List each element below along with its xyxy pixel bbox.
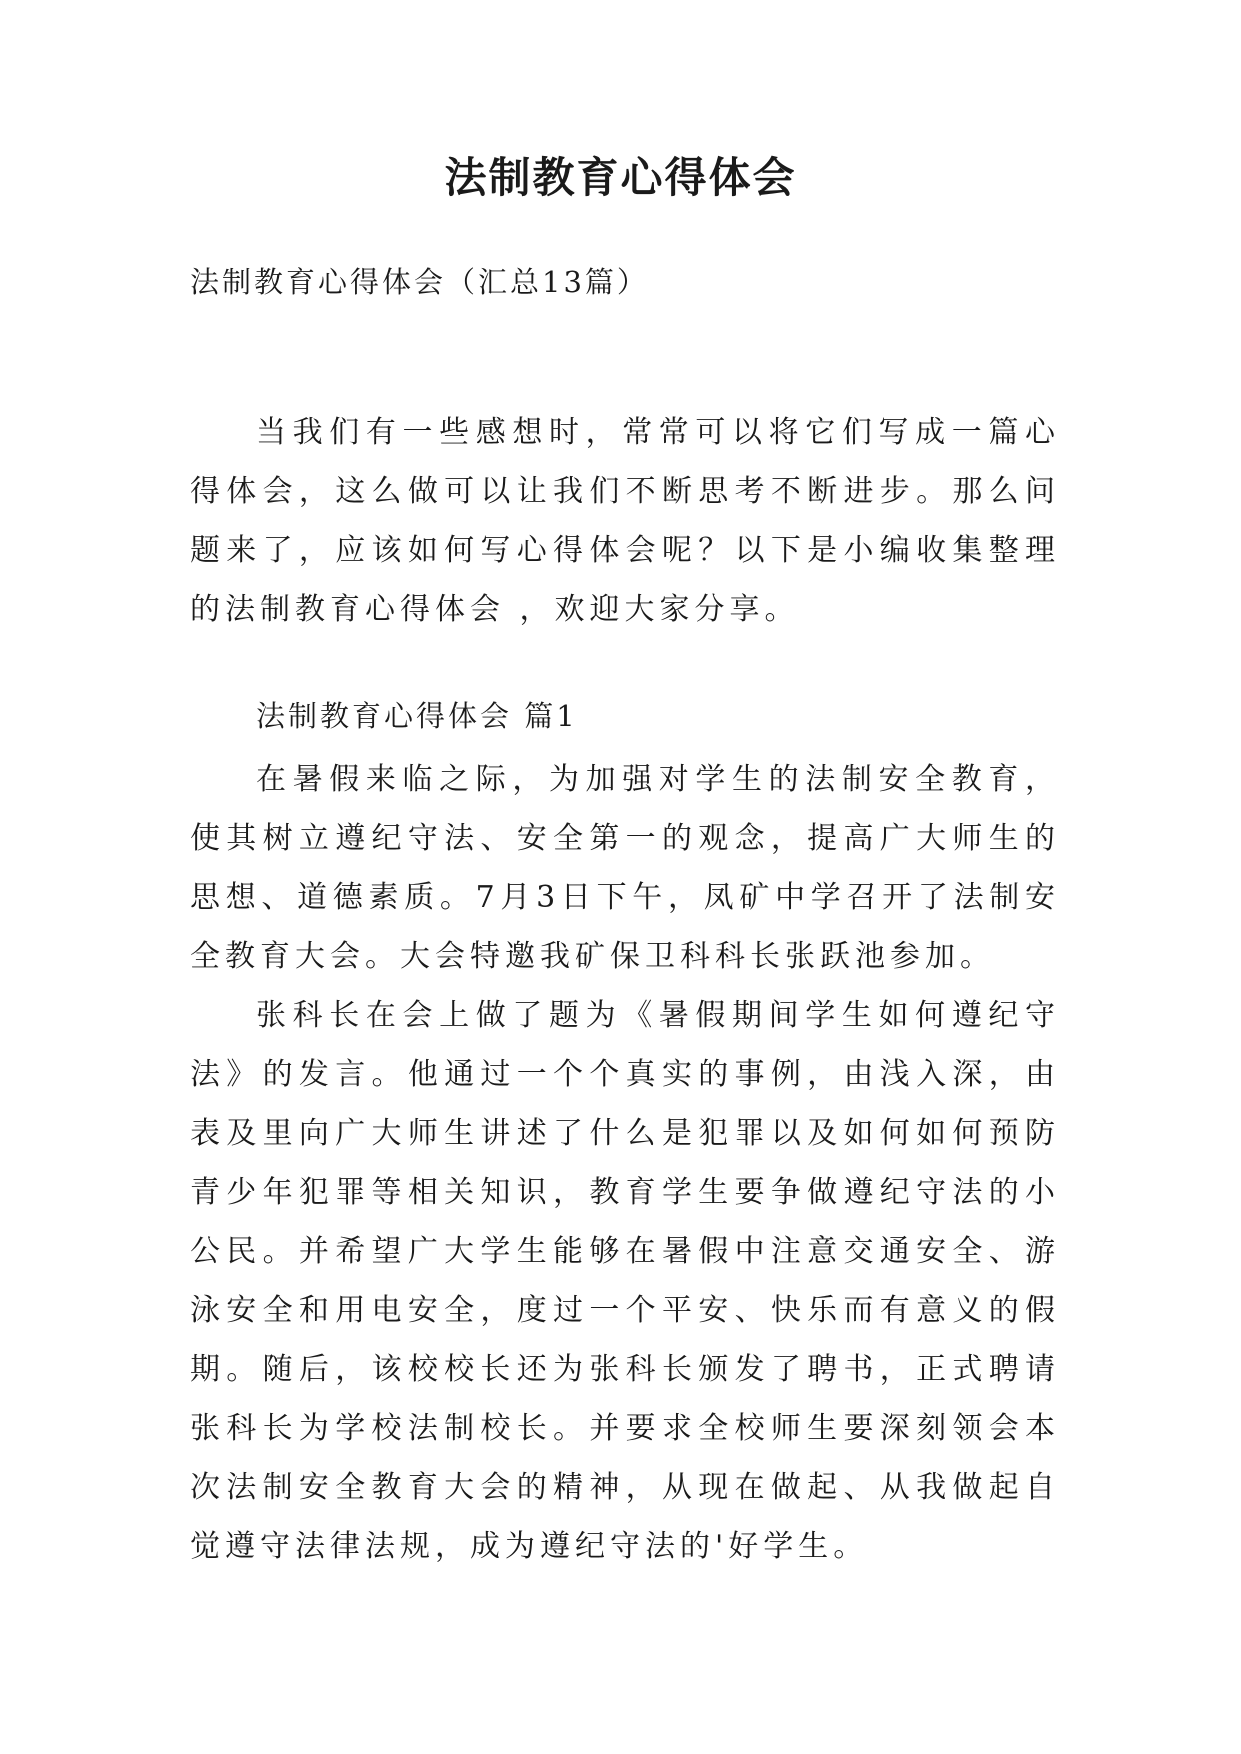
body-paragraph-1: 在暑假来临之际，为加强对学生的法制安全教育，使其树立遵纪守法、安全第一的观念，提高广大师生的思想、道德素质。7月3日下午，凤矿中学召开了法制安全教育大会。大会特邀我矿保卫科科长张跃池参加。 [190,762,1060,974]
document-subtitle: 法制教育心得体会（汇总13篇） [190,265,649,299]
document-title: 法制教育心得体会 [444,153,797,202]
section-heading: 法制教育心得体会 篇1 [256,699,578,733]
intro-paragraph: 当我们有一些感想时，常常可以将它们写成一篇心得体会，这么做可以让我们不断思考不断进步。那么问题来了，应该如何写心得体会呢？以下是小编收集整理的法制教育心得体会 ，欢迎大家分享。 [190,415,1060,627]
body-paragraph-2: 张科长在会上做了题为《暑假期间学生如何遵纪守法》的发言。他通过一个个真实的事例，由浅入深，由表及里向广大师生讲述了什么是犯罪以及如何如何预防青少年犯罪等相关知识，教育学生要争做遵纪守法的小公民。并希望广大学生能够在暑假中注意交通安全、游泳安全和用电安全，度过一个平安、快乐而有意义的假期。随后，该校校长还为张科长颁发了聘书，正式聘请张科长为学校法制校长。并要求全校师生要深刻领会本次法制安全教育大会的精神，从现在做起、从我做起自觉遵守法律法规，成为遵纪守法的'好学生。 [190,998,1060,1564]
